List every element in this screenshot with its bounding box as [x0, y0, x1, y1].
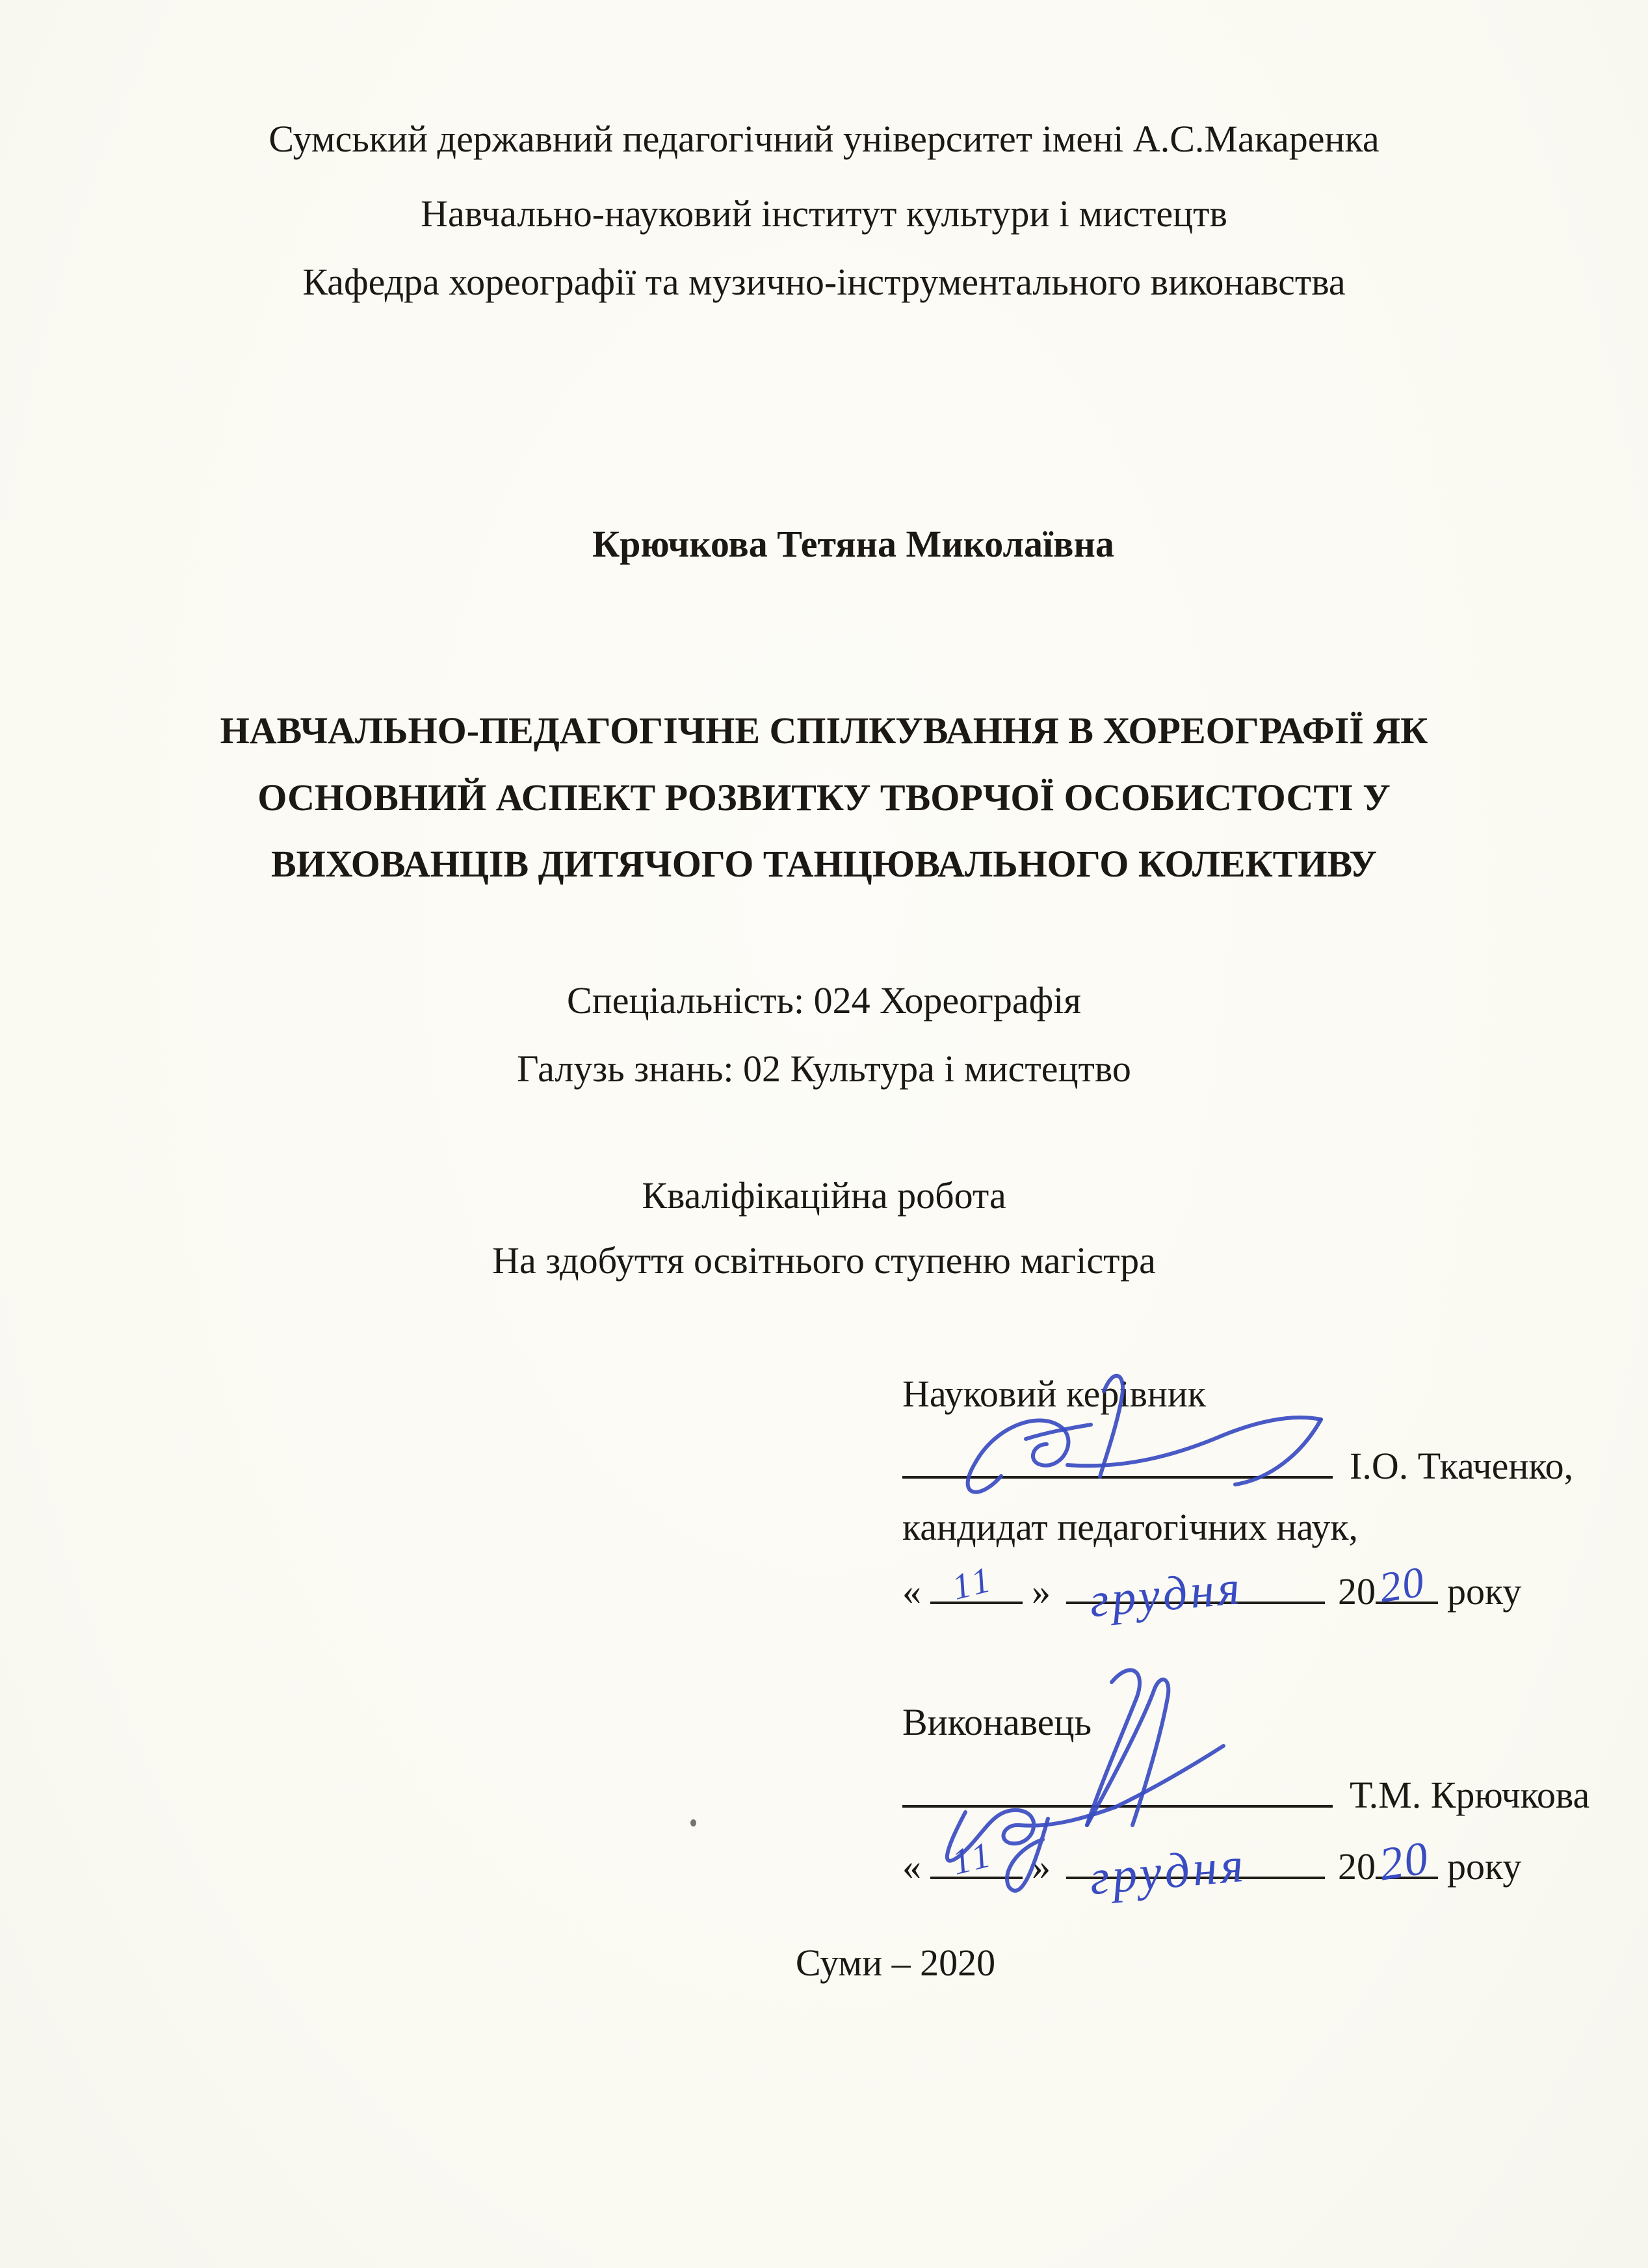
executor-signature-line: [902, 1765, 1333, 1808]
executor-year-printed: 20: [1338, 1845, 1376, 1888]
executor-day-blank: [930, 1834, 1023, 1883]
supervisor-year-blank: [1376, 1557, 1438, 1613]
executor-month-handwritten: грудня: [1087, 1837, 1249, 1906]
institute-line: Навчально-науковий інститут культури і мистецтв: [421, 192, 1227, 235]
executor-signature-row: [902, 1765, 1589, 1814]
close-quote: »: [1032, 1845, 1051, 1888]
executor-day-handwritten: 11: [948, 1834, 999, 1883]
executor-year-blank: [1376, 1831, 1438, 1891]
thesis-title-line-3: ВИХОВАНЦІВ ДИТЯЧОГО ТАНЦЮВАЛЬНОГО КОЛЕКТИВУ: [270, 843, 1378, 885]
supervisor-signature-line: [902, 1436, 1333, 1479]
supervisor-date-line: [902, 1557, 1522, 1628]
author-name: Крючкова Тетяна Миколаївна: [592, 523, 1114, 565]
open-quote: «: [902, 1570, 921, 1613]
supervisor-label: Науковий керівник: [902, 1373, 1207, 1415]
department-line: Кафедра хореографії та музично-інструментального виконавства: [302, 261, 1346, 303]
footer-city-year: Суми – 2020: [795, 1942, 996, 1984]
supervisor-day-handwritten: 11: [948, 1559, 999, 1608]
specialty-line: Спеціальність: 024 Хореографія: [567, 979, 1081, 1022]
supervisor-degree: кандидат педагогічних наук,: [902, 1506, 1359, 1548]
supervisor-year-printed: 20: [1338, 1570, 1376, 1613]
supervisor-day-blank: [930, 1559, 1023, 1608]
executor-month-blank: [1066, 1836, 1325, 1906]
executor-name: Т.М. Крючкова: [1350, 1774, 1590, 1816]
supervisor-roku-label: року: [1447, 1570, 1522, 1613]
supervisor-signature-row: [902, 1436, 1573, 1485]
supervisor-month-handwritten: грудня: [1087, 1561, 1246, 1628]
open-quote: «: [902, 1845, 921, 1888]
field-of-knowledge-line: Галузь знань: 02 Культура і мистецтво: [517, 1048, 1131, 1090]
executor-label: Виконавець: [902, 1701, 1092, 1743]
university-line: Сумський державний педагогічний університет імені А.С.Макаренка: [268, 118, 1380, 160]
degree-purpose-line: На здобуття освітнього ступеню магістра: [492, 1239, 1156, 1282]
executor-roku-label: року: [1447, 1845, 1522, 1888]
executor-date-line: [902, 1831, 1522, 1906]
qualification-type-line: Кваліфікаційна робота: [642, 1174, 1006, 1217]
executor-year-handwritten: 20: [1376, 1831, 1433, 1891]
supervisor-year-handwritten: 20: [1376, 1557, 1429, 1613]
close-quote: »: [1032, 1570, 1051, 1613]
supervisor-name: І.О. Ткаченко,: [1350, 1445, 1574, 1487]
thesis-title-line-2: ОСНОВНИЙ АСПЕКТ РОЗВИТКУ ТВОРЧОЇ ОСОБИСТОСТІ У: [257, 776, 1391, 819]
thesis-title-line-1: НАВЧАЛЬНО-ПЕДАГОГІЧНЕ СПІЛКУВАННЯ В ХОРЕОГРАФІЇ ЯК: [220, 709, 1428, 752]
supervisor-month-blank: [1066, 1561, 1325, 1628]
scan-speck: [690, 1819, 696, 1826]
